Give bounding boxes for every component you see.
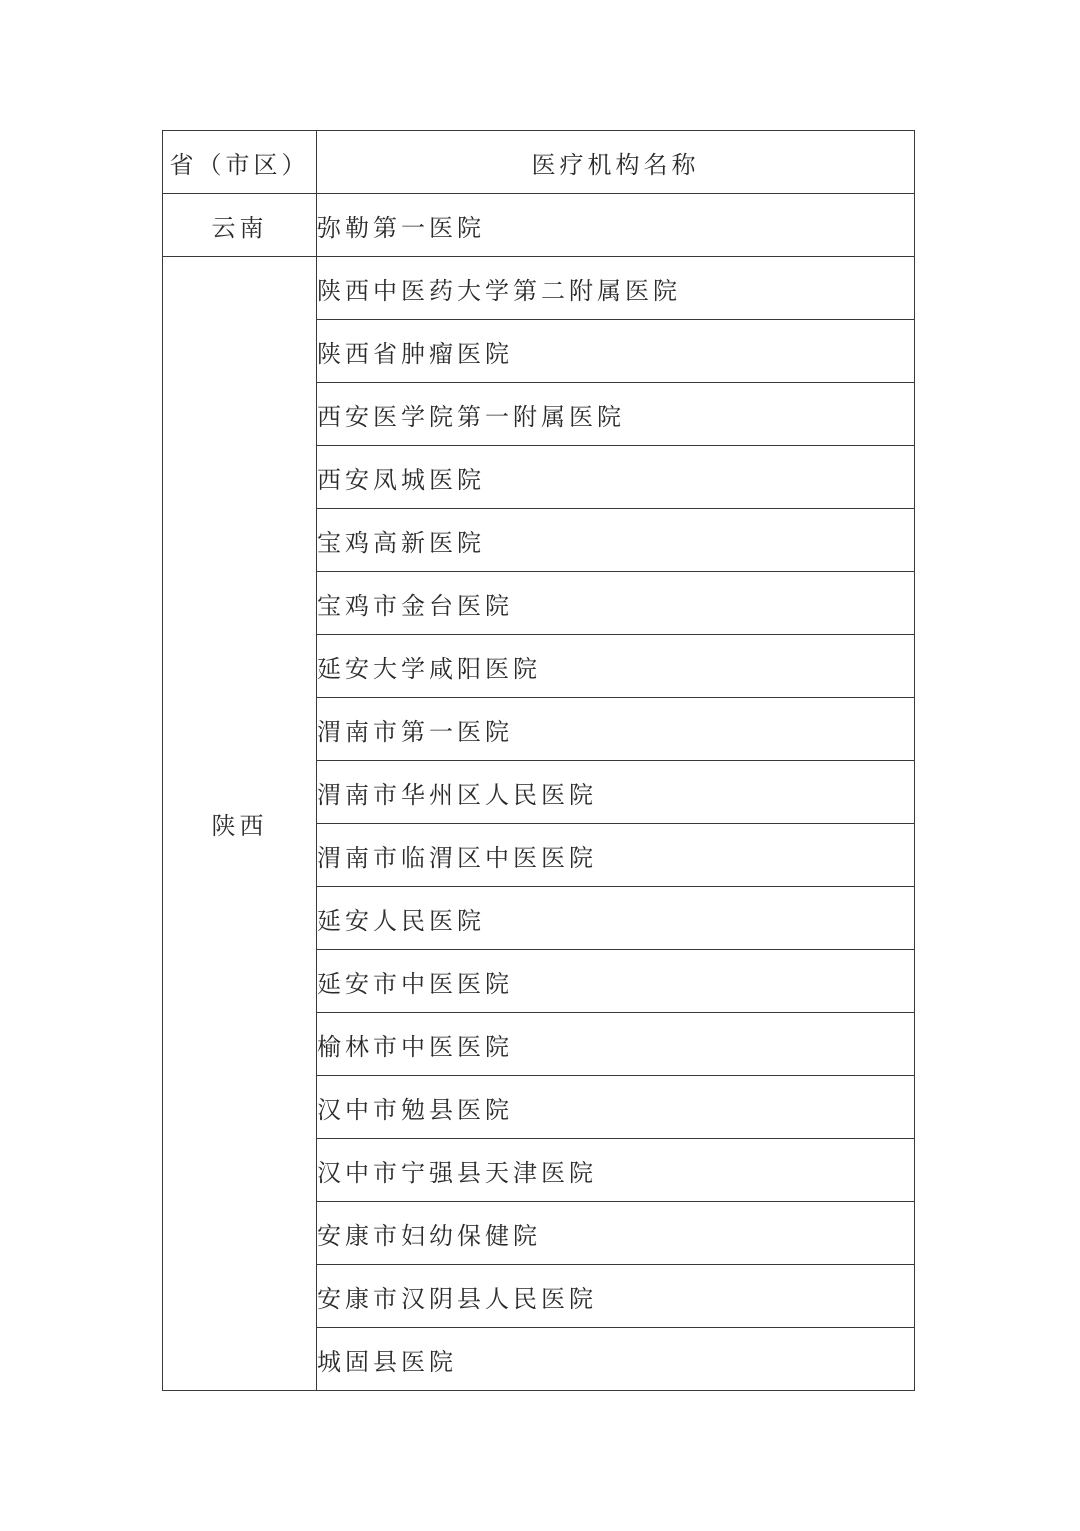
- hospital-name-cell: 弥勒第一医院: [317, 194, 915, 257]
- province-cell: 云南: [163, 194, 317, 257]
- hospital-name-cell: 延安市中医医院: [317, 950, 915, 1013]
- table-row: [163, 194, 915, 257]
- hospital-name-cell: 陕西中医药大学第二附属医院: [317, 257, 915, 320]
- hospital-name-cell: 宝鸡高新医院: [317, 509, 915, 572]
- hospital-name-cell: 西安医学院第一附属医院: [317, 383, 915, 446]
- hospital-name-cell: 汉中市宁强县天津医院: [317, 1139, 915, 1202]
- table-body: [163, 194, 915, 1391]
- province-column-header: 省（市区）: [163, 131, 317, 194]
- hospital-name-cell: 渭南市华州区人民医院: [317, 761, 915, 824]
- hospital-name-column-header: 医疗机构名称: [317, 131, 915, 194]
- hospital-name-cell: 延安人民医院: [317, 887, 915, 950]
- hospital-name-cell: 延安大学咸阳医院: [317, 635, 915, 698]
- province-cell: 陕西: [163, 257, 317, 1391]
- table-row: [163, 257, 915, 320]
- hospital-name-cell: 汉中市勉县医院: [317, 1076, 915, 1139]
- hospital-name-cell: 榆林市中医医院: [317, 1013, 915, 1076]
- hospital-name-cell: 安康市妇幼保健院: [317, 1202, 915, 1265]
- hospital-name-cell: 宝鸡市金台医院: [317, 572, 915, 635]
- hospital-name-cell: 城固县医院: [317, 1328, 915, 1391]
- hospital-name-cell: 西安凤城医院: [317, 446, 915, 509]
- hospital-name-cell: 渭南市临渭区中医医院: [317, 824, 915, 887]
- hospital-name-cell: 安康市汉阴县人民医院: [317, 1265, 915, 1328]
- hospital-table: [162, 130, 915, 1391]
- table-header-row: [163, 131, 915, 194]
- hospital-name-cell: 陕西省肿瘤医院: [317, 320, 915, 383]
- hospital-name-cell: 渭南市第一医院: [317, 698, 915, 761]
